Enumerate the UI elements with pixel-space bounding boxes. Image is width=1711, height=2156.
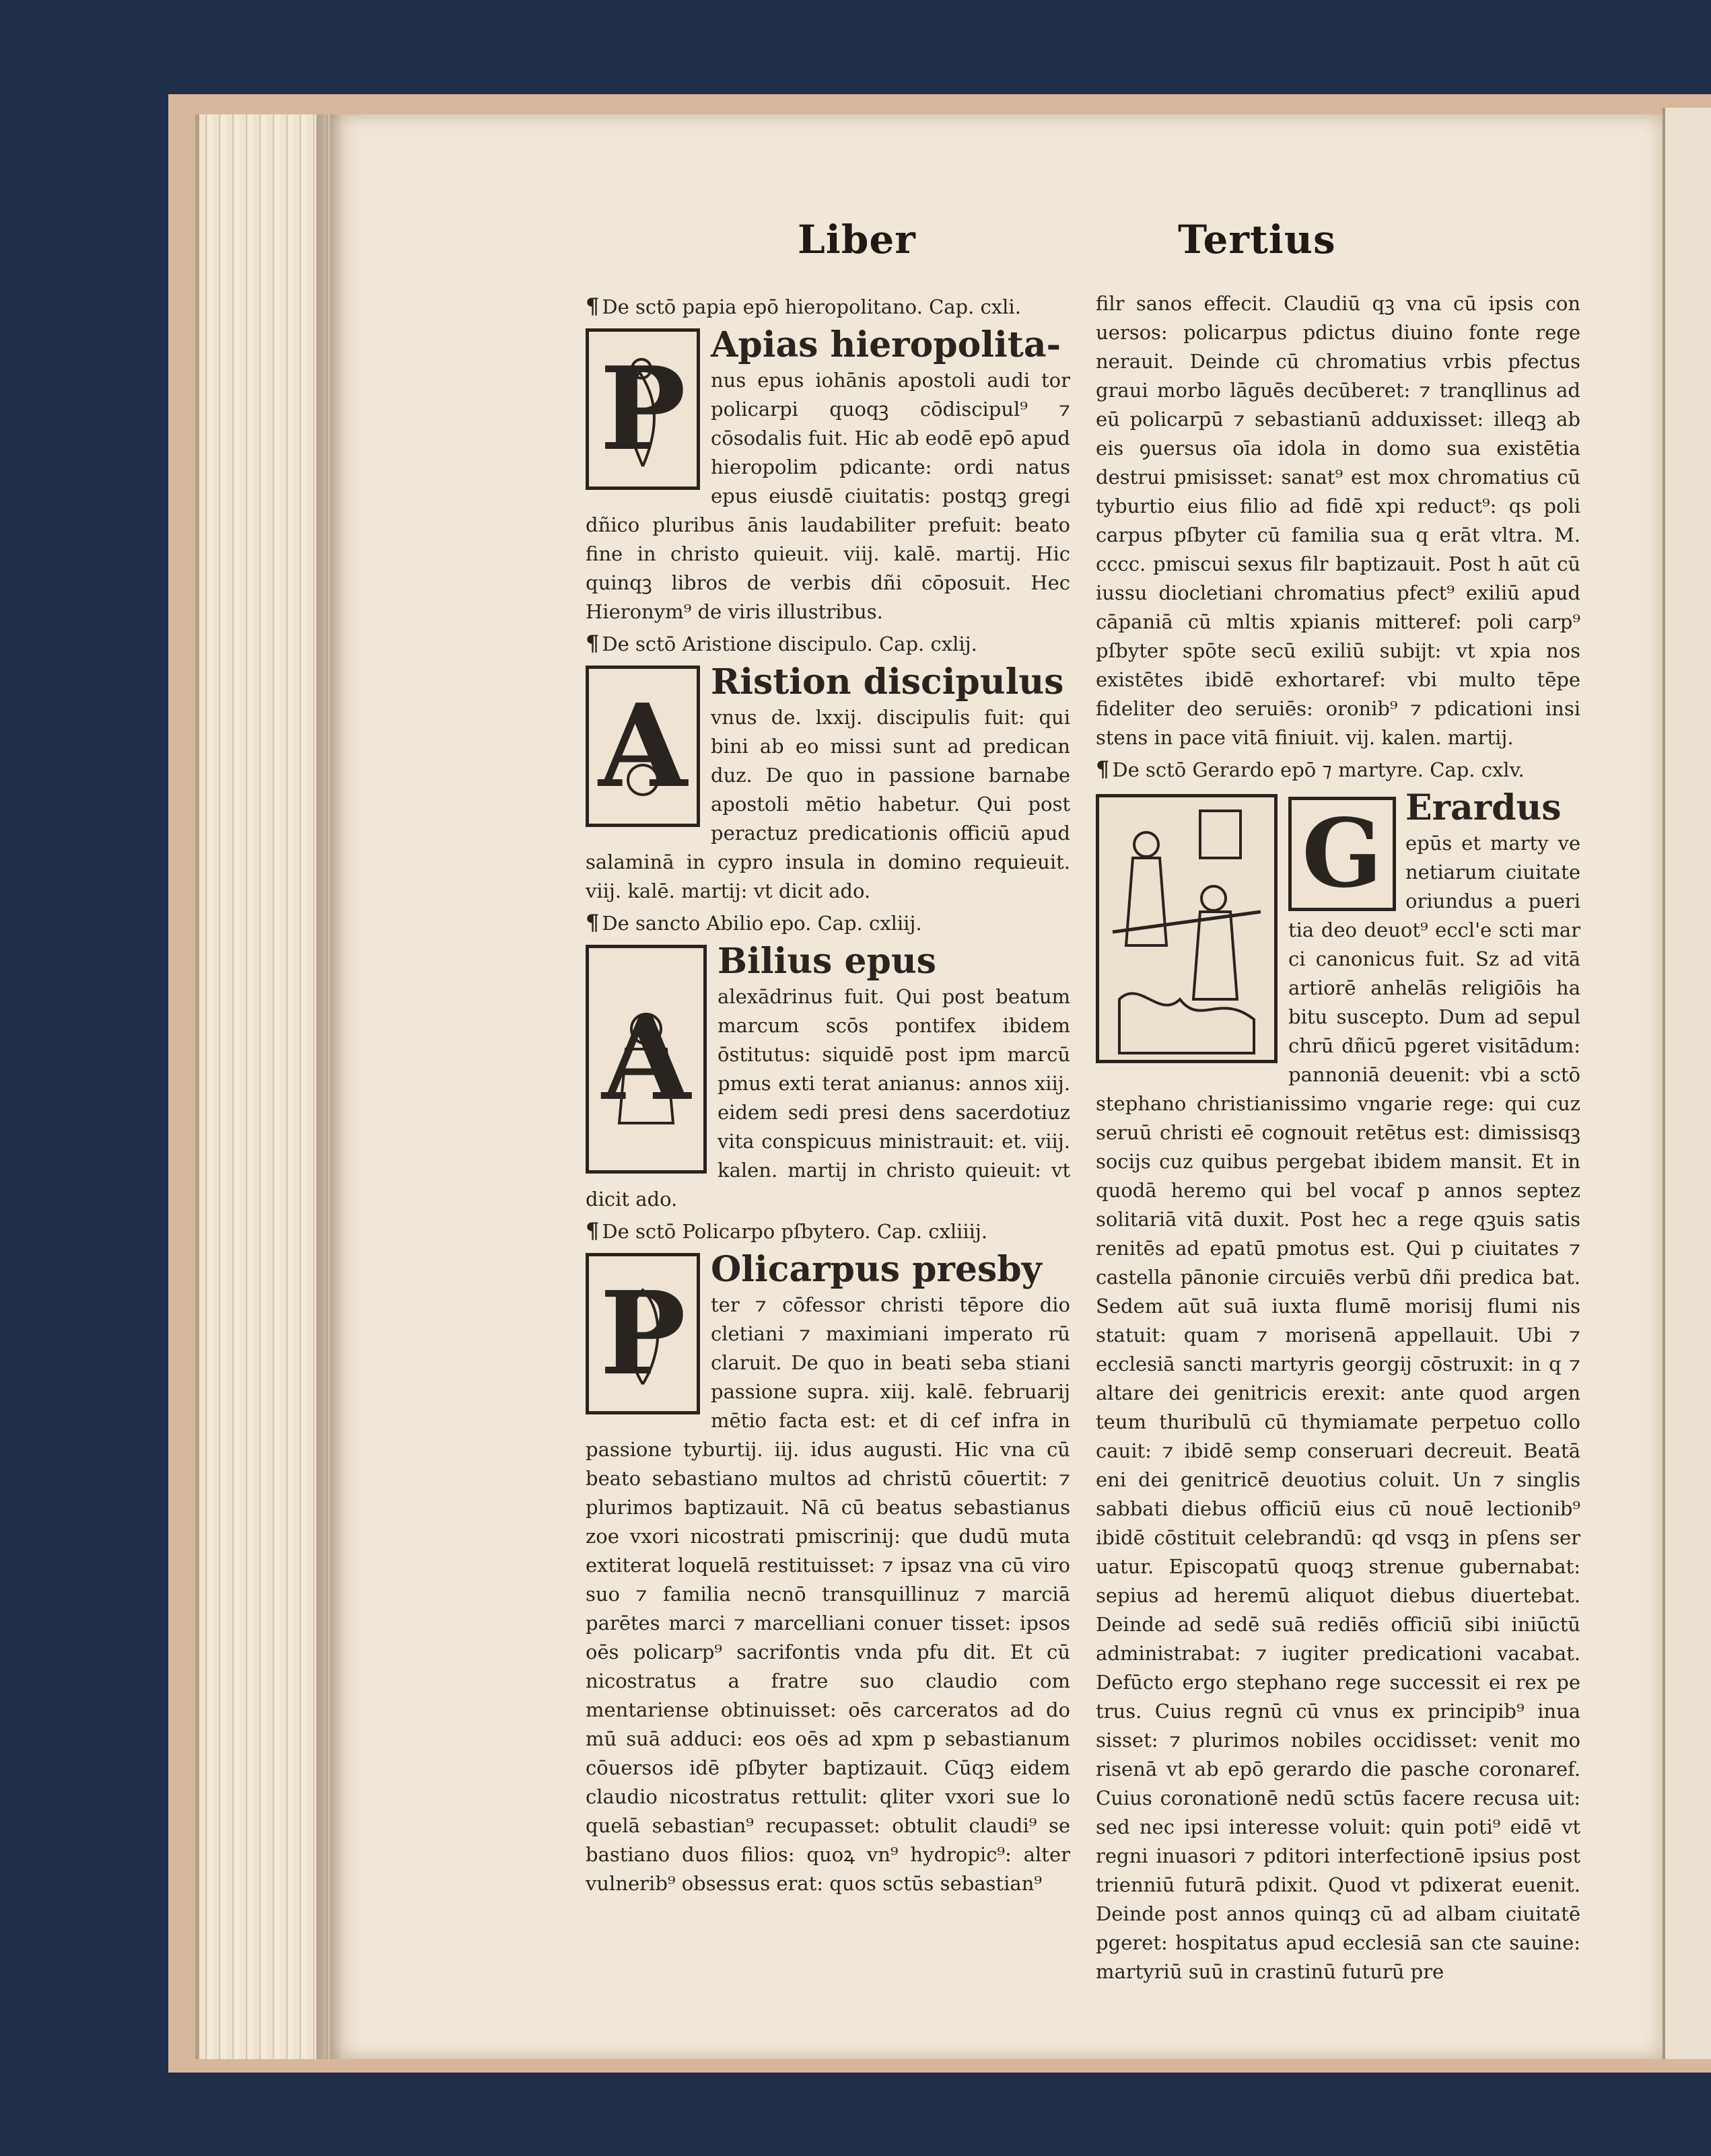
initial-letter: A xyxy=(602,992,691,1126)
rubric-text: De sancto Abilio epo. Cap. cxliij. xyxy=(602,912,922,935)
decorated-initial xyxy=(1288,797,1396,911)
chapter-text: vnus de. lxxij. discipulis fuit: qui bini ab eo missi sunt ad predican duz. De quo in passione barnabe apostoli mētio habetur. Qui post peractuz predicationis officiū apud salaminā in cypro insula in domino requieuit. viij. kalē. martij: vt dicit ado. xyxy=(586,706,1070,902)
chapter-text: epūs et marty ve netiarum ciuitate oriundus a pueri tia deo deuot⁹ eccl'e scti mar ci canonicus fuit. Sz ad vitā artiorē anhelās religiōis ha bitu suscepto. Dum ad sepul chrū dñicū pgeret visitādum: pannoniā deuenit: vbi a sctō stephano christianissimo vngarie rege: qui cuz seruū christi eē cognouit retētus est: dimissisqꝫ socijs cuz quibus pergebat ibidem mansit. Et in quodā heremo qui bel vocaf p annos septez solitariā vitā duxit. Post hec a rege qꝫuis satis renitēs ad epatū pmotus est. Qui p ciuitates ⁊ castella pānonie circuiēs verbū dñi predica bat. Sedem aūt suā iuxta flumē morisij flumi nis statuit: quam ⁊ morisenā appellauit. Ubi ⁊ ecclesiā sancti martyris georgij cōstruxit: in q ⁊ altare dei genitricis erexit: ante quod argen teum thuribulū cū thymiamate perpetuo collo cauit: ⁊ ibidē semp conseruari decreuit. Beatā eni dei genitricē deuotius coluit. Un ⁊ singlis sabbati diebus officiū eius cū nouē lectionib⁹ ibidē cōstituit celebrandū: qd vsqꝫ in pſens ser uatur. Episcopatū quoqꝫ strenue gubernabat: sepius ad heremū aliquot diebus diuertebat. Deinde ad sedē suā rediēs officiū sibi iniūctū administrabat: ⁊ iugiter predicationi vacabat. Defūcto ergo stephano rege successit ei rex pe trus. Cuius regnū cū vnus ex principib⁹ inua sisset: ⁊ plurimos nobiles occidisset: venit mo risenā vt ab epō gerardo die pasche coronaref. Cuius coronationē nedū sctūs facere recusa uit: sed nec ipsi interesse voluit: quin poti⁹ eidē vt regni inuasori ⁊ pditori interfectionē ipsius post trienniū futurā pdixit. Quod vt pdixerat euenit. Deinde post annos quinqꝫ cū ad albam ciuitatē pgeret: hospitatus apud ecclesiā san cte sauine: martyriū suū in crastinū futurū pre xyxy=(1096,832,1580,1983)
chapter-rubric xyxy=(586,908,1070,938)
chapter-rubric xyxy=(586,292,1070,322)
left-column xyxy=(586,289,1070,1898)
seated-bishop-icon xyxy=(589,948,703,1170)
rubric-text: De sctō Policarpo pſbytero. Cap. cxliiij. xyxy=(602,1220,988,1243)
right-column xyxy=(1096,289,1580,1986)
running-head-left: Liber xyxy=(798,217,916,262)
chapter-rubric xyxy=(1096,755,1580,785)
leaf-ornament-icon xyxy=(589,1256,697,1411)
martyrdom-woodcut xyxy=(1096,794,1278,1063)
floral-ornament-icon xyxy=(589,332,697,487)
chapter-section xyxy=(586,941,1070,1214)
chapter-opening: Erardus xyxy=(1405,787,1562,828)
martyrdom-scene-icon xyxy=(1099,797,1274,1060)
pilcrow-icon: ¶ xyxy=(586,631,600,656)
page-edges xyxy=(195,114,334,2059)
chapter-opening: Olicarpus presby xyxy=(711,1249,1042,1290)
chapter-text: nus epus iohānis apostoli audi tor policarpi quoqꝫ cōdiscipul⁹ ⁊ cōsodalis fuit. Hic ab eodē epō apud hieropolim pdicante: ordi natus epus eiusdē ciuitatis: postqꝫ gregi dñico pluribus ānis laudabiliter prefuit: beato fine in christo quieuit. viij. kalē. martij. Hic quinqꝫ libros de verbis dñi cōposuit. Hec Hieronym⁹ de viris illustribus. xyxy=(586,369,1070,623)
decorated-initial xyxy=(586,1253,700,1414)
running-head-right: Tertius xyxy=(1178,217,1336,262)
rubric-text: De sctō papia epō hieropolitano. Cap. cxli. xyxy=(602,295,1021,318)
chapter-section xyxy=(1096,787,1580,1986)
chapter-text: alexādrinus fuit. Qui post beatum marcum scōs pontifex ibidem ōstitutus: siquidē post ipm marcū pmus exti terat anianus: annos xiij. eidem sedi presi dens sacerdotiuz vita conspicuus ministrauit: et. viij. kalen. martij in christo quieuit: vt dicit ado. xyxy=(586,985,1070,1211)
spine-shadow xyxy=(316,114,343,2059)
pilcrow-icon: ¶ xyxy=(586,910,600,935)
pilcrow-icon: ¶ xyxy=(586,1218,600,1244)
historiated-initial xyxy=(586,945,707,1174)
initial-letter: P xyxy=(600,1266,686,1401)
initial-letter: A xyxy=(598,679,687,814)
chapter-rubric xyxy=(586,1217,1070,1246)
chapter-opening: Bilius epus xyxy=(718,941,936,982)
rosette-ornament-icon xyxy=(589,669,697,824)
pilcrow-icon: ¶ xyxy=(586,293,600,319)
chapter-text: ter ⁊ cōfessor christi tēpore dio cletiani ⁊ maximiani imperato rū claruit. De quo in beati seba stiani passione supra. xiij. kalē. februarij mētio facta est: et di cef infra in passione tyburtij. iij. idus augusti. Hic vna cū beato sebastiano multos ad christū cōuertit: ⁊ plurimos baptizauit. Nā cū beatus sebastianus zoe vxori nicostrati pmiscrinij: que dudū muta extiterat loquelā restituisset: ⁊ ipsaz vna cū viro suo ⁊ familia necnō transquillinuz ⁊ marciā parētes marci ⁊ marcelliani conuer tisset: ipsos oēs policarp⁹ sacrifontis vnda pfu dit. Et cū nicostratus a fratre suo claudio com mentariense obtinuisset: oēs carceratos ad do mū suā adduci: eos oēs ad xpm p sebastianum cōuersos idē pſbyter baptizauit. Cūqꝫ eidem claudio nicostratus rettulit: qliter vxori sue lo quelā sebastian⁹ recupasset: obtulit claudi⁹ se bastiano duos filios: quoꝝ vn⁹ hydropic⁹: alter vulnerib⁹ obsessus erat: quos sctūs sebastian⁹ xyxy=(586,1293,1070,1895)
rubric-text: De sctō Aristione discipulo. Cap. cxlij. xyxy=(602,633,977,655)
chapter-opening: Ristion discipulus xyxy=(711,661,1064,703)
chapter-section xyxy=(586,324,1070,626)
decorated-initial xyxy=(586,328,700,490)
chapter-section xyxy=(586,1249,1070,1898)
facing-page-edge xyxy=(1663,108,1711,2059)
initial-letter: P xyxy=(600,342,686,476)
initial-letter: G xyxy=(1302,799,1383,909)
chapter-rubric xyxy=(586,629,1070,659)
chapter-opening: Apias hieropolita- xyxy=(711,324,1061,365)
pilcrow-icon: ¶ xyxy=(1096,756,1110,782)
chapter-section xyxy=(586,661,1070,906)
rubric-text: De sctō Gerardo epō ⁊ martyre. Cap. cxlv. xyxy=(1112,758,1525,781)
decorated-initial xyxy=(586,666,700,827)
continued-text: filr sanos effecit. Claudiū qꝫ vna cū ipsis con uersos: policarpus pdictus diuino fonte rege nerauit. Deinde cū chromatius vrbis pfectus graui morbo lāguēs decūberet: ⁊ tranqllinus ad eū policarpū ⁊ sebastianū adduxisset: illeqꝫ ab eis ꝯuersus oīa idola in domo sua existētia destrui pmisisset: sanat⁹ est mox chromatius cū tyburtio eius filio ad fidē xpi reduct⁹: qs poli carpus pſbyter cū familia sua q erāt vltra. M. cccc. pmiscui sexus filr baptizauit. Post h aūt cū iussu diocletiani chromatius pfect⁹ exiliū apud cāpaniā cū mltis xpianis mitteref: poli carp⁹ pſbyter spōte secū exiliū subijt: vt xpia nos existētes ibidē exhortaref: vbi multo tēpe fideliter deo seruiēs: oronib⁹ ⁊ pdicationi insi stens in pace vitā finiuit. vij. kalen. martij. xyxy=(1096,292,1580,749)
